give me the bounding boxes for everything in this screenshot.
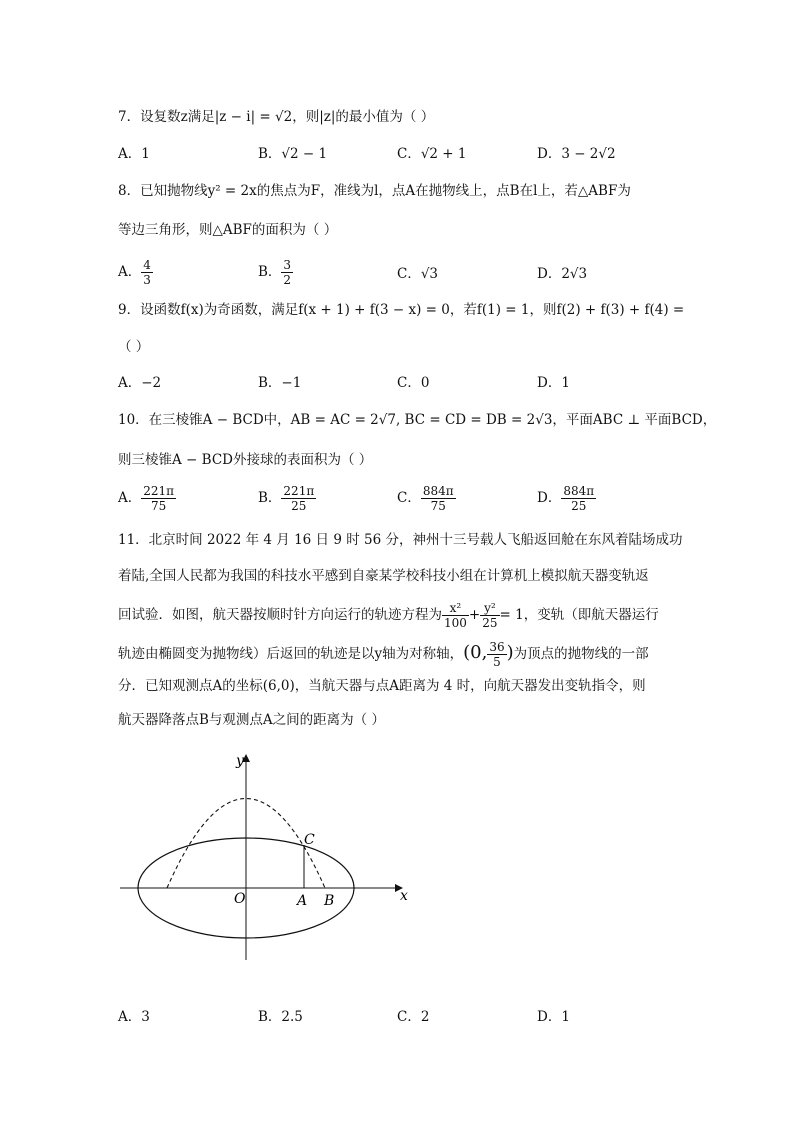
denominator: 100: [444, 616, 467, 630]
q8-option-a-label: A．: [118, 264, 142, 280]
question-11-line-4: [118, 636, 649, 671]
q8-option-b-fraction: [281, 258, 293, 287]
q11-option-c: C．2: [397, 1009, 430, 1025]
q10-option-b-label: B．: [258, 490, 282, 506]
q8-option-c: C．√3: [397, 266, 439, 282]
q11-line-4-text-b: 为顶点的抛物线的一部: [513, 646, 649, 662]
q10-option-c-label: C．: [397, 490, 421, 506]
q10-option-d-label: D．: [537, 490, 562, 506]
q11-option-b: B．2.5: [258, 1009, 303, 1025]
denominator: 25: [291, 499, 307, 513]
denominator: 5: [493, 655, 501, 669]
q11-line-3-text-b: = 1，变轨（即航天器运行: [499, 607, 659, 623]
denominator: 25: [571, 499, 587, 513]
numerator: 36: [489, 640, 505, 654]
numerator: 221π: [283, 484, 315, 498]
denominator: 75: [151, 499, 167, 513]
denominator: 75: [430, 499, 446, 513]
q9-option-a: A．−2: [118, 375, 162, 391]
q7-option-c: C．√2 + 1: [397, 146, 467, 162]
numerator: x²: [442, 601, 469, 616]
q10-option-b-fraction: [281, 484, 316, 513]
question-9-line-1: 9．设函数f(x)为奇函数，满足f(x + 1) + f(3 − x) = 0，若f(1) = 1，则f(2) + f(3) + f(4) =: [118, 302, 685, 318]
q8-option-d: D．2√3: [537, 266, 588, 282]
question-11-line-6: 航天器降落点B与观测点A之间的距离为（ ）: [118, 712, 385, 728]
q8-option-a: [118, 258, 153, 287]
q7-option-d: D．3 − 2√2: [537, 146, 616, 162]
q8-option-b: [258, 258, 293, 287]
label-a: A: [297, 893, 308, 909]
question-9-line-2: （ ）: [118, 339, 150, 355]
label-x: x: [400, 888, 408, 904]
numerator: 884π: [422, 484, 454, 498]
numerator: y²: [480, 601, 499, 616]
numerator: 221π: [143, 484, 175, 498]
q8-option-b-label: B．: [258, 264, 282, 280]
vertex-open-paren: (0,: [463, 642, 488, 663]
vertex-y-fraction: [487, 640, 506, 669]
question-11-line-2: 着陆,全国人民都为我国的科技水平感到自豪某学校科技小组在计算机上模拟航天器变轨返: [118, 568, 649, 584]
question-7-stem: 7．设复数z满足|z − i| = √2，则|z|的最小值为（ ）: [118, 109, 435, 125]
q9-option-d: D．1: [537, 375, 570, 391]
orbit-figure: [110, 745, 430, 970]
q11-line-3-text-a: 回试验．如图，航天器按顺时针方向运行的轨迹方程为: [118, 607, 442, 623]
denominator: 2: [283, 273, 292, 287]
question-11-line-1: 11．北京时间 2022 年 4 月 16 日 9 时 56 分，神州十三号载人飞船返回舱在东风着陆场成功: [118, 532, 683, 548]
q8-option-a-fraction: [141, 258, 153, 287]
x-squared-fraction: [442, 601, 469, 630]
q9-option-c: C．0: [397, 375, 430, 391]
plus-sign: +: [468, 607, 481, 623]
question-11-line-3: [118, 598, 659, 632]
question-11-line-5: 分．已知观测点A的坐标(6,0)，当航天器与点A距离为 4 时，向航天器发出变轨指令，则: [118, 678, 646, 694]
q10-option-d-fraction: [561, 484, 596, 513]
q7-option-b: B．√2 − 1: [258, 146, 328, 162]
y-squared-fraction: [480, 601, 499, 630]
label-y: y: [236, 753, 244, 769]
q10-option-b: [258, 484, 316, 513]
numerator: 884π: [563, 484, 595, 498]
q11-option-a: A．3: [118, 1009, 150, 1025]
question-8-line-1: 8．已知抛物线y² = 2x的焦点为F，准线为l，点A在抛物线上，点B在l上，若△ABF为: [118, 183, 631, 199]
q10-option-d: [537, 484, 596, 513]
q11-option-d: D．1: [537, 1009, 570, 1025]
q11-line-4-text-a: 轨迹由椭圆变为抛物线）后返回的轨迹是以y轴为对称轴，: [118, 646, 464, 662]
question-10-line-2: 则三棱锥A − BCD外接球的表面积为（ ）: [118, 452, 373, 468]
denominator: 3: [143, 273, 151, 287]
label-c: C: [304, 832, 315, 848]
label-o: O: [234, 891, 246, 907]
numerator: 3: [283, 258, 292, 272]
label-b: B: [324, 893, 335, 909]
numerator: 4: [143, 258, 151, 272]
q10-option-c: [397, 484, 456, 513]
q9-option-b: B．−1: [258, 375, 302, 391]
q10-option-a-fraction: [141, 484, 176, 513]
q10-option-a: [118, 484, 176, 513]
q10-option-c-fraction: [421, 484, 456, 513]
question-10-line-1: 10．在三棱锥A − BCD中，AB = AC = 2√7, BC = CD = DB = 2√3，平面ABC ⊥ 平面BCD，: [118, 412, 717, 428]
vertex-close-paren: ): [506, 642, 514, 663]
q7-option-a: A．1: [118, 146, 150, 162]
q10-option-a-label: A．: [118, 490, 142, 506]
denominator: 25: [482, 616, 498, 630]
question-8-line-2: 等边三角形，则△ABF的面积为（ ）: [118, 222, 338, 238]
